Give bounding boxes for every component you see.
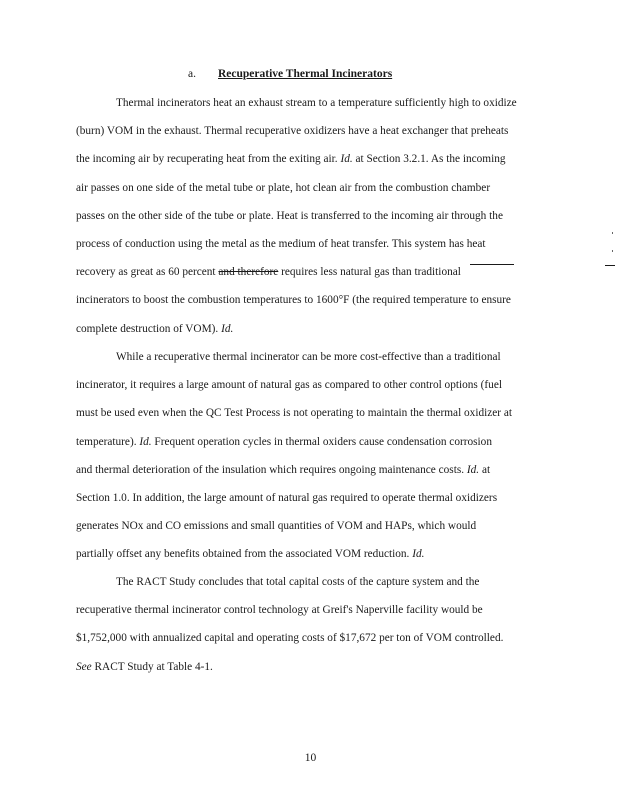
citation-id: Id. <box>221 322 234 335</box>
paragraph-3 <box>76 568 546 681</box>
paragraph-line: must be used even when the QC Test Process is not operating to maintain the thermal oxidizer at <box>76 407 513 420</box>
paragraph-line: Thermal incinerators heat an exhaust stream to a temperature sufficiently high to oxidize <box>116 97 517 109</box>
paragraph-line <box>76 315 546 343</box>
paragraph-line: The RACT Study concludes that total capital costs of the capture system and the <box>116 576 480 588</box>
paragraph-line <box>76 456 546 484</box>
text-run: temperature). <box>76 435 140 448</box>
paragraph-line <box>76 540 546 568</box>
citation-see: See <box>76 660 92 673</box>
text-run: Frequent operation cycles in thermal oxiders cause condensation corrosion <box>151 435 492 448</box>
paragraph-line: air passes on one side of the metal tube or plate, hot clean air from the combustion chamber <box>76 181 491 194</box>
redline-mark <box>470 264 514 265</box>
paragraph-line: (burn) VOM in the exhaust. Thermal recuperative oxidizers have a heat exchanger that preheats <box>76 125 509 138</box>
page-number: 10 <box>304 752 317 764</box>
paragraph-line: incinerator, it requires a large amount of natural gas as compared to other control options (fuel <box>76 379 502 392</box>
section-number: a. <box>188 68 196 80</box>
text-run: RACT Study at Table 4-1. <box>91 660 213 673</box>
paragraph-line: $1,752,000 with annualized capital and operating costs of $17,672 per ton of VOM controlled. <box>76 632 504 645</box>
paragraph-line: recuperative thermal incinerator control technology at Greif's Naperville facility would be <box>76 604 483 617</box>
text-run: at <box>479 463 491 476</box>
text-run: at Section 3.2.1. As the incoming <box>352 153 506 166</box>
paragraph-line: generates NOx and CO emissions and small quantities of VOM and HAPs, which would <box>76 520 477 533</box>
text-run: recovery as great as 60 percent <box>76 266 219 279</box>
section-title: Recuperative Thermal Incinerators <box>218 68 393 80</box>
paragraph-line: Section 1.0. In addition, the large amount of natural gas required to operate thermal oxidizers <box>76 491 498 504</box>
text-run: complete destruction of VOM). <box>76 322 222 335</box>
margin-dot <box>612 232 613 234</box>
text-run: and thermal deterioration of the insulation which requires ongoing maintenance costs. <box>76 463 467 476</box>
citation-id: Id. <box>412 548 425 561</box>
paragraph-line <box>76 258 546 286</box>
citation-id: Id. <box>139 435 152 448</box>
citation-id: Id. <box>340 153 353 166</box>
text-run: partially offset any benefits obtained from the associated VOM reduction. <box>76 548 413 561</box>
paragraph-line <box>76 428 546 456</box>
section-heading <box>188 68 392 80</box>
paragraph-line: While a recuperative thermal incinerator can be more cost-effective than a traditional <box>116 351 501 363</box>
paragraph-line <box>76 653 546 681</box>
paragraph-2 <box>76 343 546 569</box>
struck-text: and therefore <box>218 266 279 279</box>
paragraph-line <box>76 145 546 173</box>
text-run: the incoming air by recuperating heat from the exiting air. <box>76 153 341 166</box>
paragraph-line: incinerators to boost the combustion temperatures to 1600°F (the required temperature to ensure <box>76 294 511 307</box>
paragraph-line: passes on the other side of the tube or plate. Heat is transferred to the incoming air through the <box>76 209 503 222</box>
paragraph-1 <box>76 89 546 343</box>
text-run: requires less natural gas than traditional <box>278 266 461 279</box>
margin-dot <box>612 250 613 252</box>
margin-change-bar <box>605 265 615 266</box>
citation-id: Id. <box>466 463 480 476</box>
paragraph-line: process of conduction using the metal as the medium of heat transfer. This system has heat <box>76 237 486 250</box>
